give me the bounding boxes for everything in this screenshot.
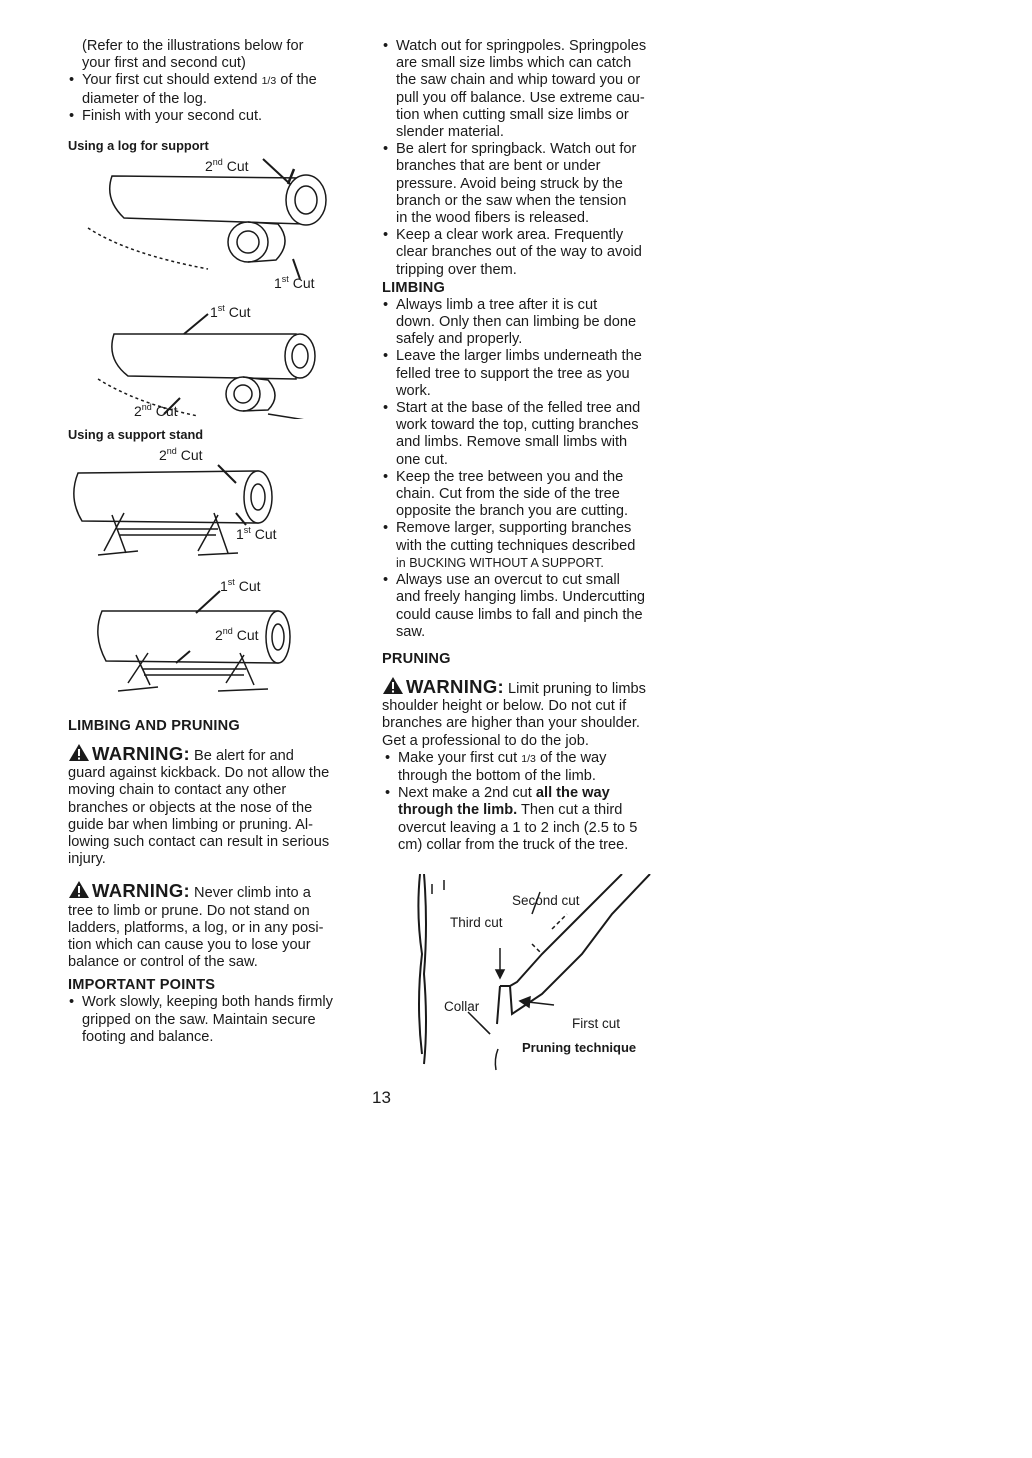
warning-label: WARNING: (406, 675, 504, 697)
list-item: • Watch out for springpoles. Springpoles are small size limbs which can catch the saw chain and whip toward you or pull you off balance. Use extreme cau- tion when cutting small size limbs or slender material. (382, 38, 674, 141)
list-item: • Keep a clear work area. Frequently clear branches out of the way to avoid tripping over them. (382, 227, 674, 279)
section-title-pruning: PRUNING (382, 650, 451, 667)
warning-kickback: WARNING: Be alert for and guard against kickback. Do not allow the moving chain to contact any other branches or objects at the nose of the guide bar when limbing or pruning. Al- lowing such contact can result in serious injury. (68, 743, 330, 868)
figure-caption-log-support: Using a log for support (68, 138, 209, 154)
warning-triangle-icon (68, 880, 90, 899)
list-item: • Start at the base of the felled tree and work toward the top, cutting branches and limbs. Remove small limbs with one cut. (382, 400, 674, 469)
log-support-figure (68, 154, 360, 419)
log-body (110, 176, 303, 224)
log-body (112, 334, 296, 379)
support-stand-figure (68, 443, 360, 723)
figure-caption-support-stand: Using a support stand (68, 427, 204, 443)
label-2nd-cut: 2nd Cut (134, 402, 178, 420)
label-2nd-cut: 2nd Cut (159, 446, 203, 464)
log-body (74, 471, 258, 523)
list-item: • Keep the tree between you and the chain. Cut from the side of the tree opposite the branch you are cutting. (382, 469, 674, 521)
list-item: • Your first cut should extend 1/3 of the diameter of the log. (68, 72, 360, 107)
log-end (286, 175, 326, 225)
list-item: • Remove larger, supporting branches with the cutting techniques described in BUCKING WITHOUT A SUPPORT. (382, 520, 674, 572)
log-end (285, 334, 315, 378)
label-1st-cut: 1st Cut (274, 274, 315, 292)
list-item: • Be alert for springback. Watch out for branches that are bent or under pressure. Avoid being struck by the branch or the saw when the tension in the wood fibers is released. (382, 141, 674, 227)
label-2nd-cut: 2nd Cut (205, 157, 249, 175)
list-item: • Next make a 2nd cut all the way through the limb. Then cut a third overcut leaving a 1 to 2 inch (2.5 to 5 cm) collar from the truck of the tree. (384, 785, 674, 854)
list-item: • Make your first cut 1/3 of the way through the bottom of the limb. (384, 750, 674, 785)
label-third-cut: Third cut (450, 914, 503, 930)
section-title-limbing: LIMBING (382, 279, 446, 296)
section-title-important-points: IMPORTANT POINTS (68, 977, 216, 994)
section-title-limbing-pruning: LIMBING AND PRUNING (68, 718, 240, 735)
intro-line: (Refer to the illustrations below for (82, 38, 304, 54)
label-collar: Collar (444, 998, 480, 1014)
label-first-cut: First cut (572, 1015, 621, 1031)
warning-label: WARNING: (92, 743, 190, 765)
warning-label: WARNING: (92, 880, 190, 902)
warning-pruning-height: WARNING: Limit pruning to limbs shoulder height or below. Do not cut if branches are higher than your shoulder. Get a professional to do the job. (382, 675, 646, 749)
log-end (244, 471, 272, 523)
pruning-technique-figure (382, 874, 674, 1074)
left-column (68, 38, 360, 1046)
list-item: • Always limb a tree after it is cut down. Only then can limbing be done safely and properly. (382, 297, 674, 349)
right-column (382, 38, 674, 1074)
warning-triangle-icon (382, 676, 404, 695)
warning-climbing: WARNING: Never climb into a tree to limb or prune. Do not stand on ladders, platforms, a log, or in any posi- tion which can cause you to lose your balance or control of the saw. (68, 880, 324, 971)
log-end (266, 611, 290, 663)
label-second-cut: Second cut (512, 892, 580, 908)
label-1st-cut: 1st Cut (220, 577, 261, 595)
support-log (228, 222, 268, 262)
list-item: • Work slowly, keeping both hands firmly gripped on the saw. Maintain secure footing and balance. (68, 994, 360, 1046)
intro-line: your first and second cut) (82, 55, 246, 72)
label-1st-cut: 1st Cut (236, 525, 277, 543)
list-item: • Finish with your second cut. (68, 108, 360, 125)
list-item: • Leave the larger limbs underneath the felled tree to support the tree as you work. (382, 348, 674, 400)
label-1st-cut: 1st Cut (210, 303, 251, 321)
warning-triangle-icon (68, 743, 90, 762)
pruning-figure-caption: Pruning technique (522, 1039, 637, 1055)
label-2nd-cut: 2nd Cut (215, 626, 259, 644)
tree-trunk (418, 874, 426, 1064)
support-log (226, 377, 260, 411)
list-item: • Always use an overcut to cut small and freely hanging limbs. Undercutting could cause limbs to fall and pinch the saw. (382, 572, 674, 641)
page-number: 13 (372, 1088, 391, 1107)
